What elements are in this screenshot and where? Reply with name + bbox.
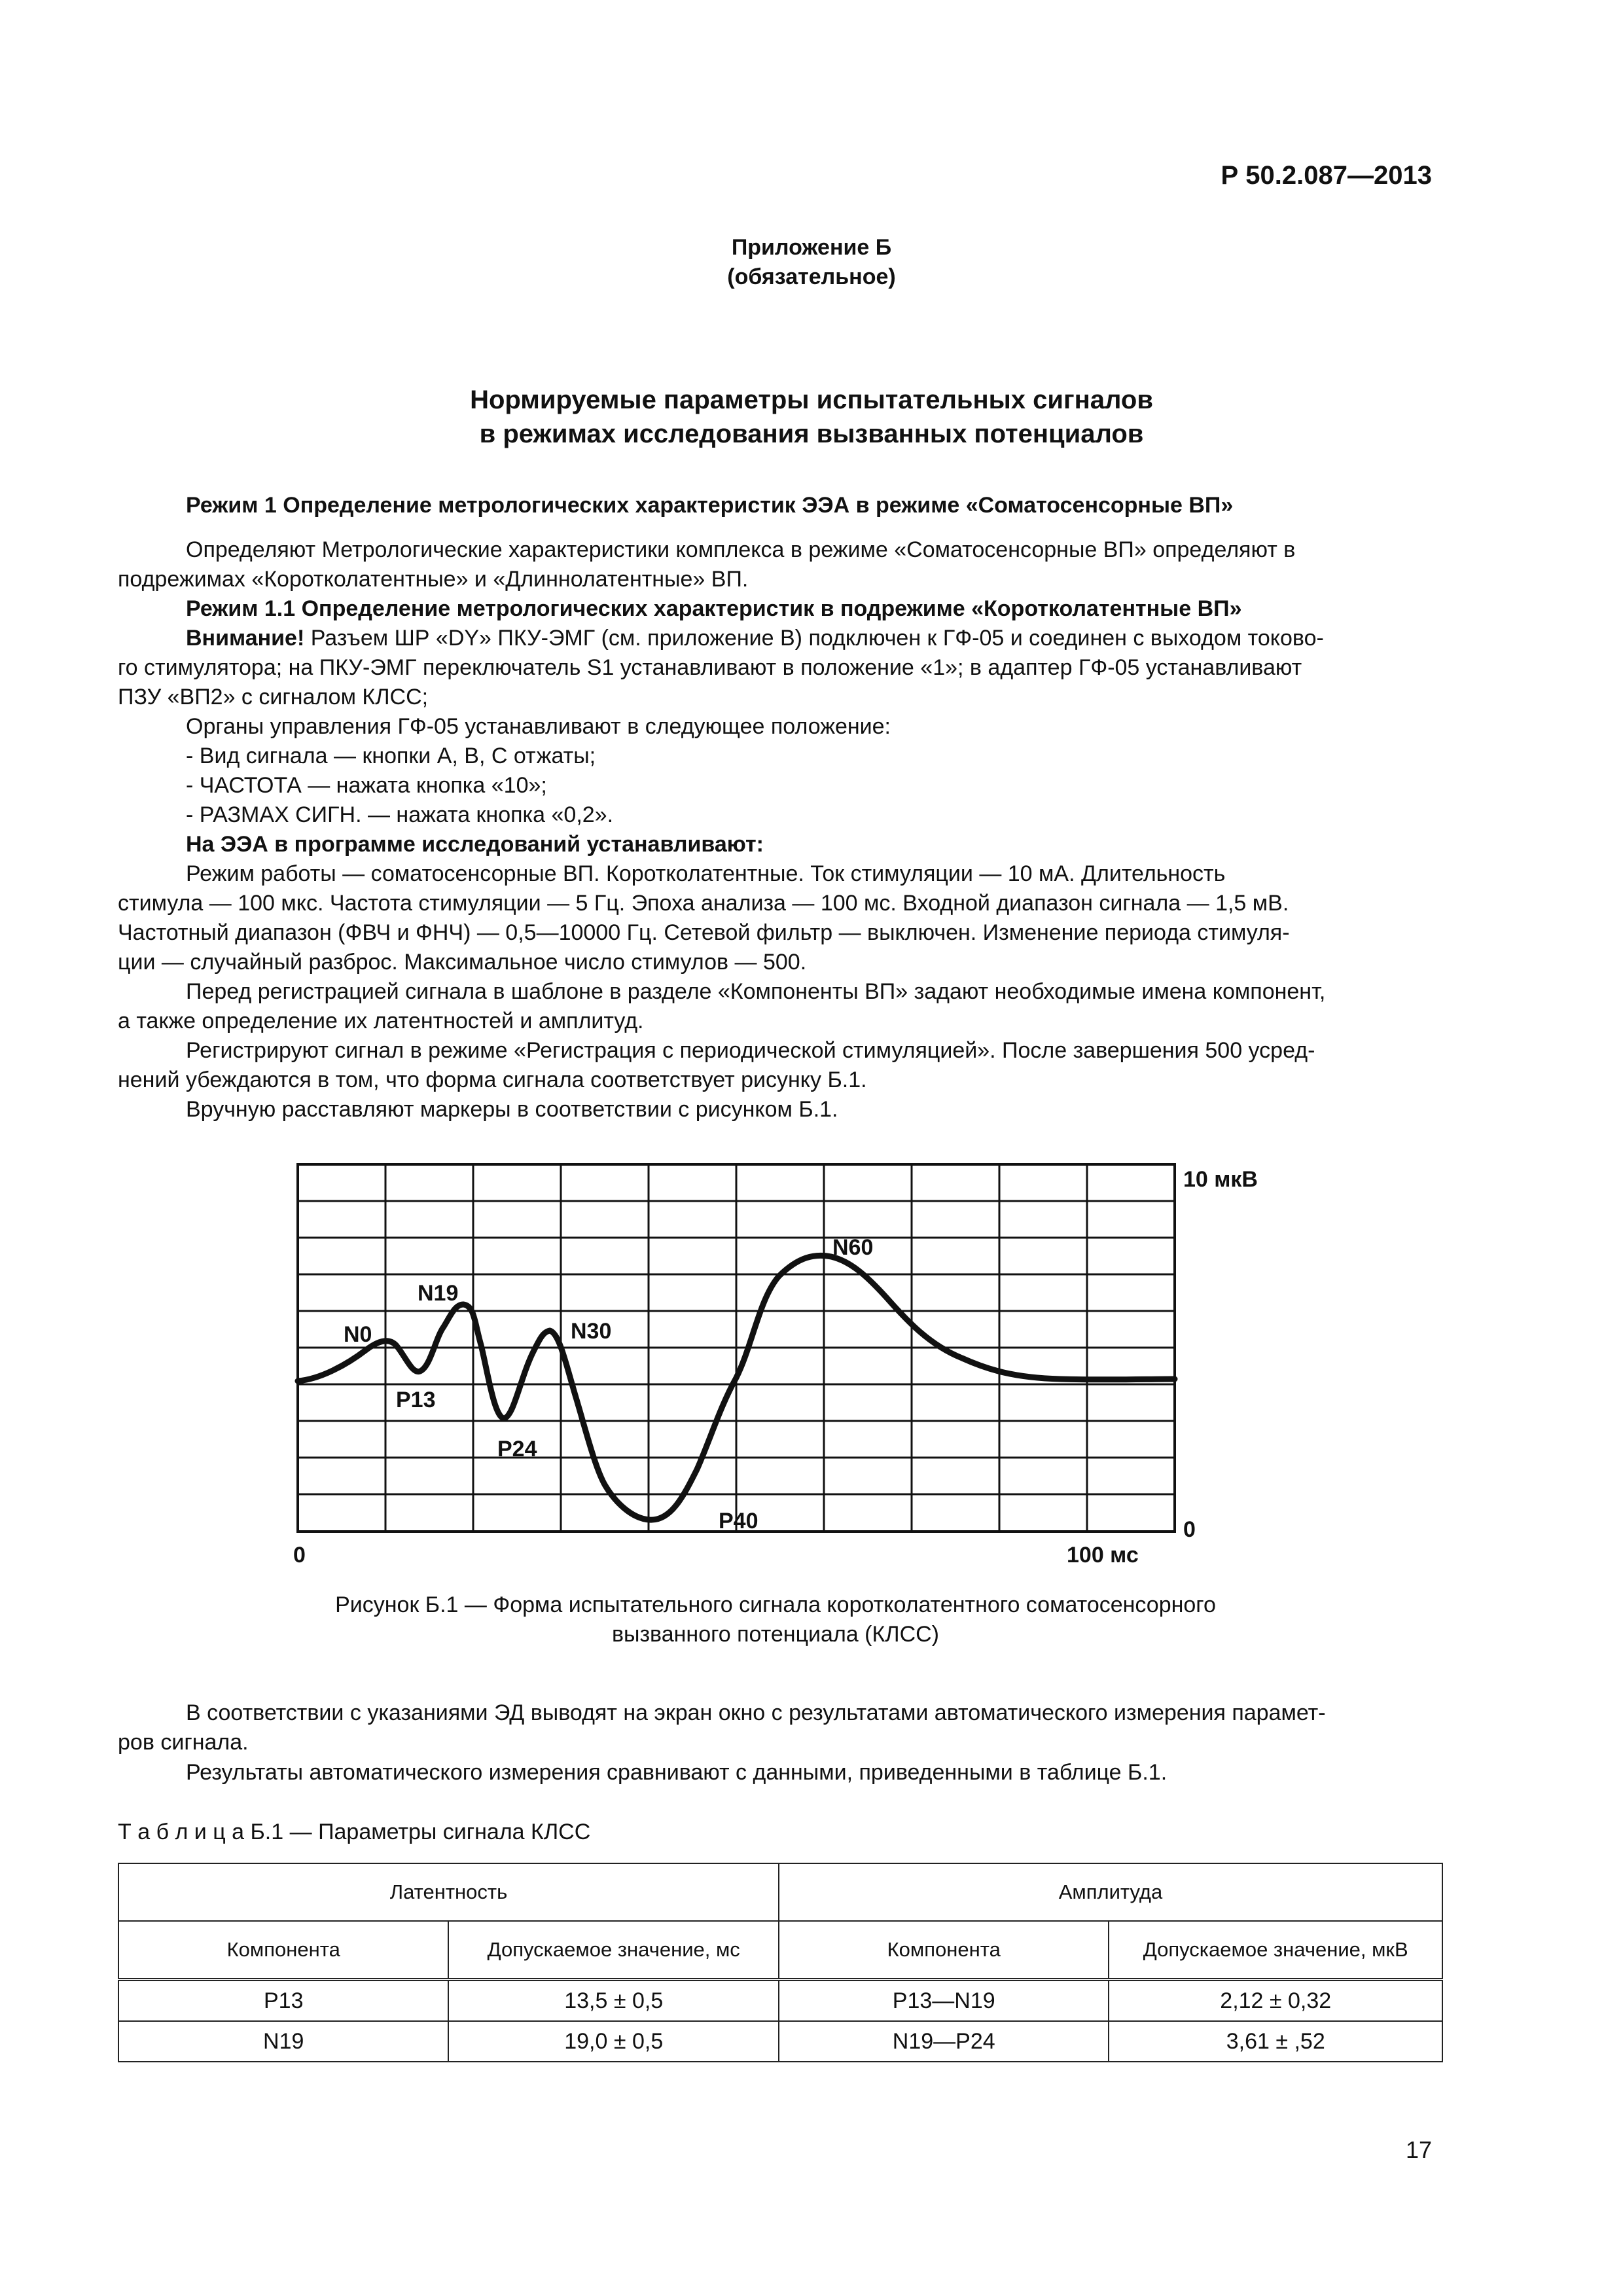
parameters-table	[118, 1863, 1443, 2062]
page-title	[0, 383, 1623, 451]
program-block	[118, 830, 1446, 977]
column-header: Допускаемое значение, мс	[448, 1921, 779, 1980]
table-cell: 19,0 ± 0,5	[448, 2021, 779, 2062]
paragraph-6: Результаты автоматического измерения сравнивают с данными, приведенными в таблице Б.1.	[186, 1760, 1168, 1785]
peak-label-p13: P13	[396, 1388, 436, 1412]
paragraph-4: Вручную расставляют маркеры в соответствии с рисунком Б.1.	[186, 1097, 838, 1122]
y-zero-label: 0	[1183, 1517, 1196, 1542]
paragraph-3-line2: нений убеждаются в том, что форма сигнала соответствует рисунку Б.1.	[118, 1067, 867, 1092]
attention-line1: Разъем ШР «DY» ПКУ-ЭМГ (см. приложение В) подключен к ГФ-05 и соединен с выходом токово-	[304, 626, 1324, 651]
table-cell: 13,5 ± 0,5	[448, 1980, 779, 2022]
table-row	[118, 2021, 1442, 2062]
program-line4: ции — случайный разброс. Максимальное число стимулов — 500.	[118, 950, 807, 975]
paragraph-3-line1: Регистрируют сигнал в режиме «Регистрация с периодической стимуляцией». После завершения 500 усред-	[186, 1038, 1315, 1063]
page-title-line2: в режимах исследования вызванных потенциалов	[479, 420, 1144, 448]
x-end-label: 100 мс	[1067, 1543, 1139, 1568]
mode1-heading: Режим 1 Определение метрологических характеристик ЭЭА в режиме «Соматосенсорные ВП»	[186, 493, 1234, 518]
controls-intro: Органы управления ГФ-05 устанавливают в следующее положение:	[186, 714, 891, 739]
appendix-heading	[0, 233, 1623, 292]
page-title-line1: Нормируемые параметры испытательных сигналов	[470, 386, 1153, 414]
peak-label-p24: P24	[497, 1437, 537, 1462]
attention-line2: го стимулятора; на ПКУ-ЭМГ переключатель S1 устанавливают в положение «1»; в адаптер ГФ-05 устанавливают	[118, 655, 1302, 680]
mode11-heading: Режим 1.1 Определение метрологических характеристик в подрежиме «Коротколатентные ВП»	[186, 596, 1242, 621]
table-caption-prefix: Т а б л и ц а Б.1	[118, 1820, 284, 1844]
program-line2: стимула — 100 мкс. Частота стимуляции — 5 Гц. Эпоха анализа — 100 мс. Входной диапазон сигнала — 1,5 мВ.	[118, 891, 1289, 916]
table-cell: P13	[118, 1980, 448, 2022]
column-header: Компонента	[779, 1921, 1109, 1980]
paragraph-5-line2: ров сигнала.	[118, 1730, 249, 1755]
paragraph-1	[118, 535, 1446, 594]
table-column-header	[118, 1921, 1442, 1980]
chart-labels	[293, 1167, 1258, 1568]
chart-grid	[298, 1164, 1175, 1532]
paragraph-1-line1: Определяют Метрологические характеристики комплекса в режиме «Соматосенсорные ВП» определяют в	[186, 537, 1296, 562]
program-heading: На ЭЭА в программе исследований устанавливают:	[186, 832, 764, 857]
peak-label-n0: N0	[344, 1322, 372, 1347]
peak-label-n60: N60	[832, 1235, 874, 1260]
controls-item: - РАЗМАХ СИГН. — нажата кнопка «0,2».	[186, 802, 614, 827]
y-top-label: 10 мкВ	[1183, 1167, 1258, 1192]
paragraph-1-line2: подрежимах «Коротколатентные» и «Длиннолатентные» ВП.	[118, 567, 749, 592]
controls-item: - ЧАСТОТА — нажата кнопка «10»;	[186, 773, 547, 798]
table-cell: N19	[118, 2021, 448, 2062]
group-latency-header: Латентность	[118, 1863, 779, 1921]
table-caption	[118, 1818, 1446, 1847]
figure-b1	[275, 1149, 1270, 1581]
appendix-title: Приложение Б	[731, 235, 892, 260]
x-zero-label: 0	[293, 1543, 306, 1568]
table-cell: P13—N19	[779, 1980, 1109, 2022]
table-cell: N19—P24	[779, 2021, 1109, 2062]
program-line1: Режим работы — соматосенсорные ВП. Коротколатентные. Ток стимуляции — 10 мА. Длительность	[186, 861, 1226, 886]
figure-caption-line1: Рисунок Б.1 — Форма испытательного сигнала коротколатентного соматосенсорного	[335, 1592, 1216, 1617]
table-cell: 3,61 ± ,52	[1109, 2021, 1442, 2062]
document-number: Р 50.2.087—2013	[1221, 161, 1432, 190]
paragraph-3	[118, 1036, 1446, 1095]
figure-caption-line2: вызванного потенциала (КЛСС)	[611, 1622, 940, 1647]
table-row	[118, 1980, 1442, 2022]
attention-label: Внимание!	[186, 626, 305, 651]
peak-label-n19: N19	[418, 1281, 459, 1306]
peak-label-p40: P40	[719, 1509, 758, 1534]
program-line3: Частотный диапазон (ФВЧ и ФНЧ) — 0,5—10000 Гц. Сетевой фильтр — выключен. Изменение периода стимуля-	[118, 920, 1290, 945]
peak-label-n30: N30	[571, 1319, 612, 1344]
controls-list	[118, 712, 1446, 830]
column-header: Допускаемое значение, мкВ	[1109, 1921, 1442, 1980]
paragraph-5-line1: В соответствии с указаниями ЭД выводят на экран окно с результатами автоматического измерения парамет-	[186, 1700, 1326, 1725]
table-cell: 2,12 ± 0,32	[1109, 1980, 1442, 2022]
paragraph-2-line2: а также определение их латентностей и амплитуд.	[118, 1009, 644, 1033]
controls-item: - Вид сигнала — кнопки A, B, C отжаты;	[186, 744, 596, 768]
attention-line3: ПЗУ «ВП2» с сигналом КЛСС;	[118, 685, 429, 709]
page-number: 17	[1405, 2136, 1432, 2163]
paragraph-5	[118, 1698, 1446, 1757]
table-caption-text: — Параметры сигнала КЛСС	[283, 1820, 591, 1844]
table-group-header	[118, 1863, 1442, 1921]
attention-paragraph	[118, 624, 1446, 712]
paragraph-2	[118, 977, 1446, 1036]
appendix-status: (обязательное)	[727, 264, 896, 289]
group-amplitude-header: Амплитуда	[779, 1863, 1442, 1921]
figure-caption	[0, 1590, 1551, 1649]
paragraph-2-line1: Перед регистрацией сигнала в шаблоне в разделе «Компоненты ВП» задают необходимые имена компонент,	[186, 979, 1326, 1004]
column-header: Компонента	[118, 1921, 448, 1980]
